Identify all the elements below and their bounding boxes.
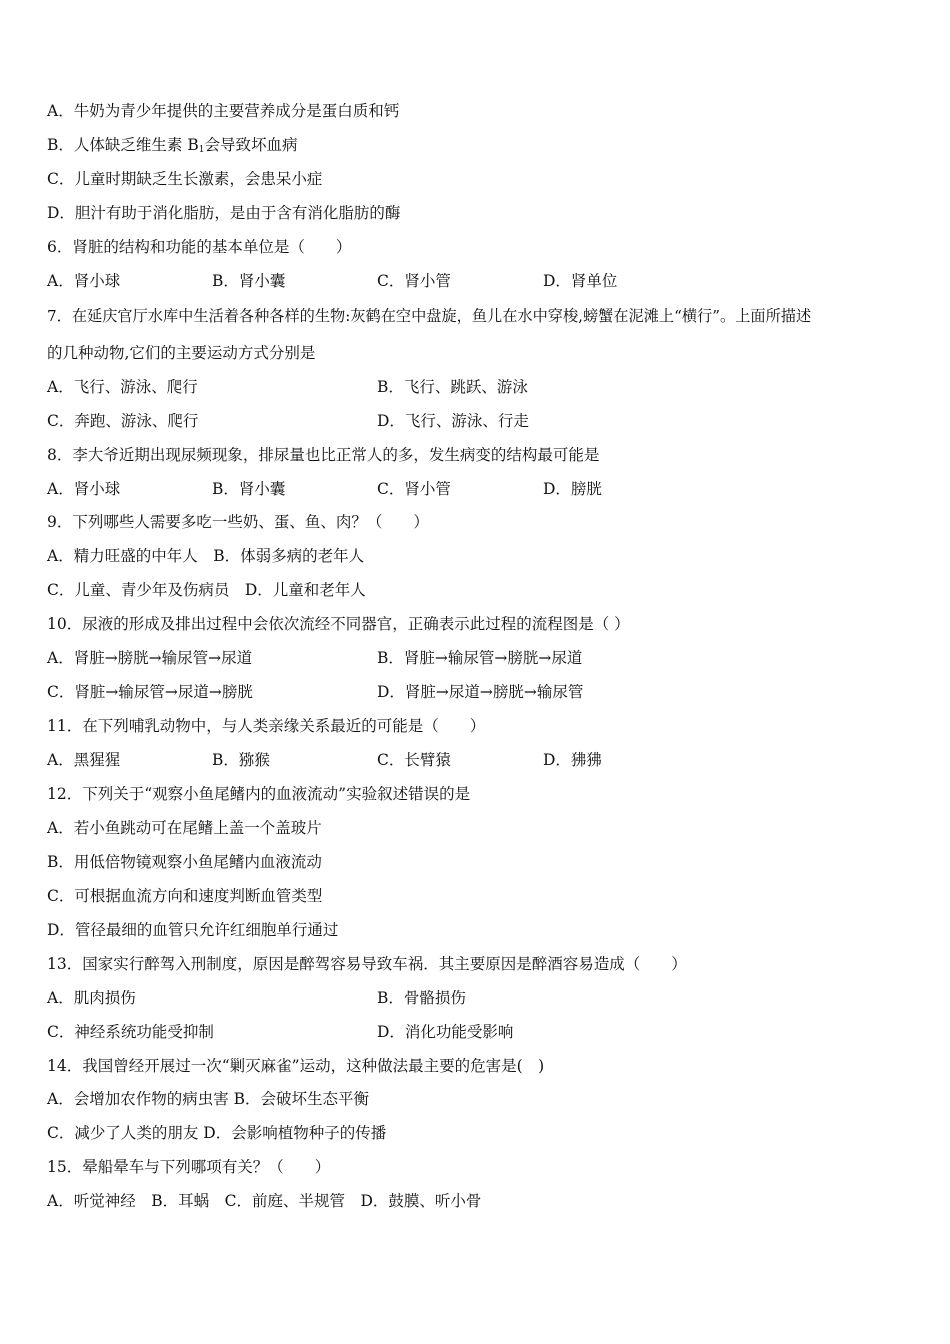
q6-option-b: B．肾小囊 — [212, 272, 286, 290]
q13-option-c: C．神经系统功能受抑制 — [47, 1023, 214, 1041]
q8-option-d: D．膀胱 — [543, 480, 602, 498]
q9-options-ab: A．精力旺盛的中年人 B．体弱多病的老年人 — [47, 547, 365, 565]
q11-stem: 11．在下列哺乳动物中，与人类亲缘关系最近的可能是（ ） — [47, 717, 486, 735]
q10-option-a: A．肾脏→膀胱→输尿管→尿道 — [47, 649, 253, 667]
q12-option-c: C．可根据血流方向和速度判断血管类型 — [47, 887, 323, 905]
q7-option-d: D．飞行、游泳、行走 — [377, 412, 529, 430]
q11-option-c: C．长臂猿 — [377, 751, 451, 769]
q13-option-b: B．骨骼损伤 — [377, 989, 466, 1007]
q7-option-a: A．飞行、游泳、爬行 — [47, 378, 198, 396]
q5-option-c: C．儿童时期缺乏生长激素，会患呆小症 — [47, 170, 323, 188]
q5-option-a: A．牛奶为青少年提供的主要营养成分是蛋白质和钙 — [47, 102, 400, 120]
q13-stem: 13．国家实行醉驾入刑制度，原因是醉驾容易导致车祸．其主要原因是醉酒容易造成（ ） — [47, 955, 687, 973]
q5-option-d: D．胆汁有助于消化脂肪，是由于含有消化脂肪的酶 — [47, 204, 401, 222]
q9-options-cd: C．儿童、青少年及伤病员 D．儿童和老年人 — [47, 581, 366, 599]
q5-option-b — [47, 135, 297, 160]
q15-options: A．听觉神经 B．耳蜗 C．前庭、半规管 D．鼓膜、听小骨 — [47, 1192, 482, 1210]
q7-option-c: C．奔跑、游泳、爬行 — [47, 412, 199, 430]
q9-stem: 9．下列哪些人需要多吃一些奶、蛋、鱼、肉？（ ） — [47, 513, 429, 531]
q7-stem-line2: 的几种动物,它们的主要运动方式分别是 — [47, 344, 316, 362]
q12-option-b: B．用低倍物镜观察小鱼尾鳍内血液流动 — [47, 853, 322, 871]
q7-option-b: B．飞行、跳跃、游泳 — [377, 378, 528, 396]
q13-option-d: D．消化功能受影响 — [377, 1023, 514, 1041]
q5-option-b-subscript: 1 — [198, 145, 205, 155]
q6-option-a: A．肾小球 — [47, 272, 121, 290]
q14-options-cd: C．减少了人类的朋友 D．会影响植物种子的传播 — [47, 1124, 387, 1142]
q12-stem: 12．下列关于“观察小鱼尾鳍内的血液流动”实验叙述错误的是 — [47, 785, 471, 803]
q7-stem-line1: 7．在延庆官厅水库中生活着各种各样的生物:灰鹤在空中盘旋，鱼儿在水中穿梭,螃蟹在泥滩上“横行”。上面所描述 — [47, 307, 812, 325]
q13-option-a: A．肌肉损伤 — [47, 989, 136, 1007]
q11-option-a: A．黑猩猩 — [47, 751, 121, 769]
q14-stem: 14．我国曾经开展过一次“剿灭麻雀”运动，这种做法最主要的危害是( ) — [47, 1057, 545, 1075]
q10-option-b: B．肾脏→输尿管→膀胱→尿道 — [377, 649, 583, 667]
q10-stem: 10．尿液的形成及排出过程中会依次流经不同器官，正确表示此过程的流程图是（ ） — [47, 615, 630, 633]
q11-option-b: B．猕猴 — [212, 751, 270, 769]
q6-stem: 6．肾脏的结构和功能的基本单位是（ ） — [47, 238, 352, 256]
q11-option-d: D．狒狒 — [543, 751, 602, 769]
q8-stem: 8．李大爷近期出现尿频现象，排尿量也比正常人的多，发生病变的结构最可能是 — [47, 446, 600, 464]
q10-option-d: D．肾脏→尿道→膀胱→输尿管 — [377, 683, 584, 701]
q5-option-b-text: B．人体缺乏维生素 B — [47, 136, 199, 154]
q15-stem: 15．晕船晕车与下列哪项有关？（ ） — [47, 1158, 331, 1176]
q12-option-d: D．管径最细的血管只允许红细胞单行通过 — [47, 921, 339, 939]
q6-option-d: D．肾单位 — [543, 272, 618, 290]
q14-options-ab: A．会增加农作物的病虫害 B．会破坏生态平衡 — [47, 1090, 370, 1108]
q6-option-c: C．肾小管 — [377, 272, 451, 290]
q8-option-b: B．肾小囊 — [212, 480, 286, 498]
q5-option-b-text-end: 会导致坏血病 — [204, 136, 298, 154]
q10-option-c: C．肾脏→输尿管→尿道→膀胱 — [47, 683, 253, 701]
q8-option-c: C．肾小管 — [377, 480, 451, 498]
q8-option-a: A．肾小球 — [47, 480, 121, 498]
q12-option-a: A．若小鱼跳动可在尾鳍上盖一个盖玻片 — [47, 819, 322, 837]
